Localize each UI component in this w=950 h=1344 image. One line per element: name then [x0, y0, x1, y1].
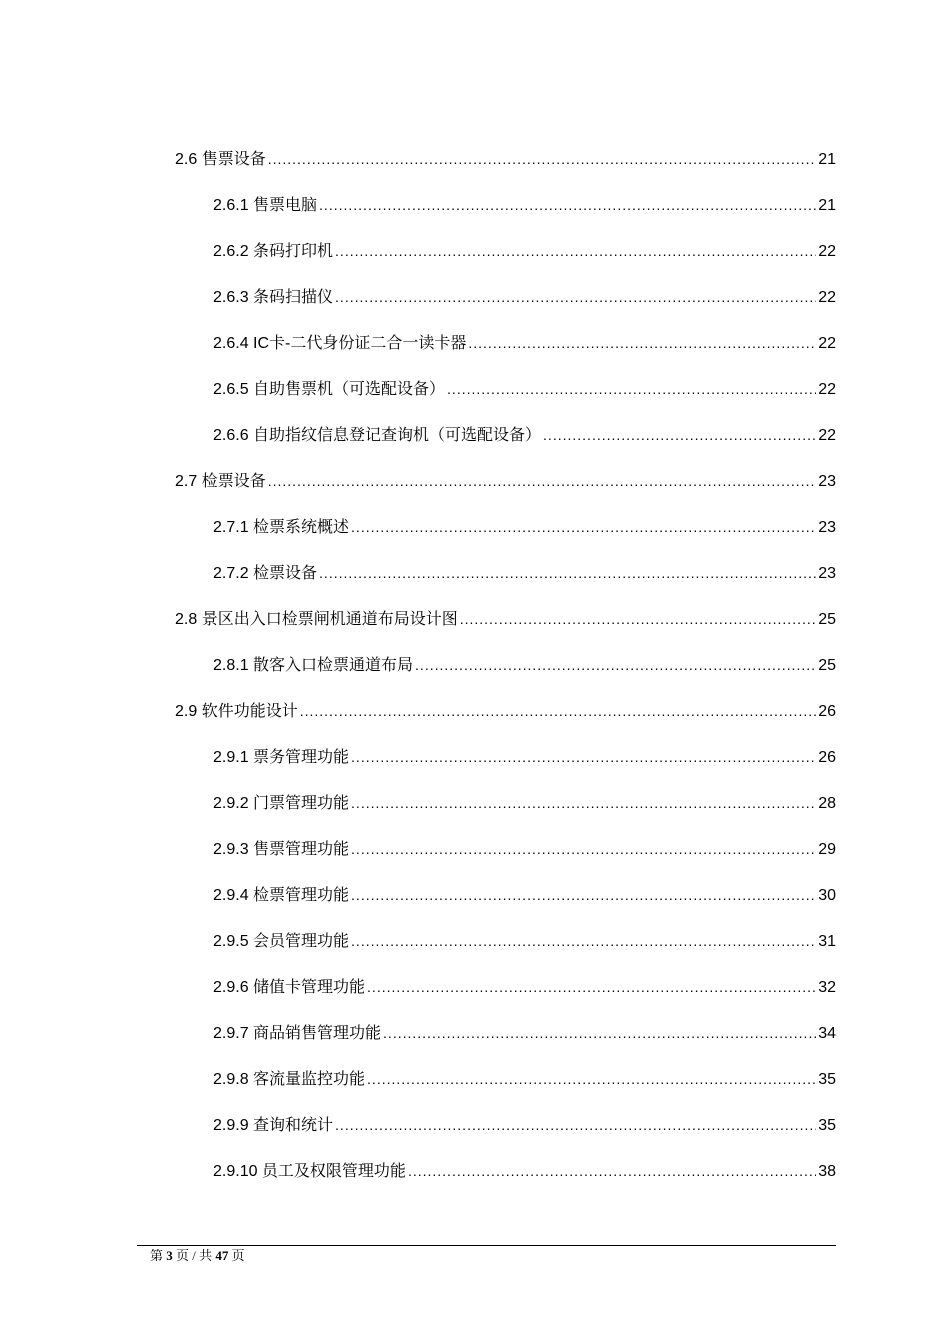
toc-entry-label: 2.6.6 自助指纹信息登记查询机（可选配设备） [213, 427, 542, 444]
toc-entry-2-8-1[interactable] [213, 654, 836, 676]
toc-dot-leader [319, 562, 816, 584]
toc-entry-page: 34 [818, 1025, 836, 1042]
toc-entry-2-6-6[interactable] [213, 424, 836, 446]
toc-entry-2-9-2[interactable] [213, 792, 836, 814]
toc-entry-page: 22 [818, 335, 836, 352]
toc-dot-leader [351, 746, 816, 768]
toc-entry-page: 23 [818, 473, 836, 490]
footer-middle: 页 / 共 [176, 1248, 213, 1263]
toc-entry-page: 35 [818, 1071, 836, 1088]
toc-dot-leader [351, 930, 816, 952]
toc-entry-page: 35 [818, 1117, 836, 1134]
toc-dot-leader [447, 378, 816, 400]
toc-dot-leader [335, 1114, 816, 1136]
footer-divider [137, 1245, 836, 1246]
toc-dot-leader [268, 470, 817, 492]
toc-dot-leader [351, 516, 816, 538]
toc-entry-2-9-9[interactable] [213, 1114, 836, 1136]
toc-entry-label: 2.6.2 条码打印机 [213, 243, 334, 260]
toc-entry-2-6-2[interactable] [213, 240, 836, 262]
toc-dot-leader [351, 884, 816, 906]
toc-entry-2-7-2[interactable] [213, 562, 836, 584]
toc-entry-page: 22 [818, 243, 836, 260]
toc-dot-leader [460, 608, 817, 630]
toc-entry-label: 2.9.3 售票管理功能 [213, 841, 350, 858]
toc-dot-leader [300, 700, 817, 722]
footer-current-page: 3 [166, 1248, 173, 1263]
toc-entry-label: 2.7.1 检票系统概述 [213, 519, 350, 536]
toc-entry-label: 2.9.5 会员管理功能 [213, 933, 350, 950]
toc-dot-leader [335, 240, 816, 262]
toc-entry-2-7[interactable] [175, 470, 836, 492]
toc-entry-label: 2.9.10 员工及权限管理功能 [213, 1163, 406, 1180]
toc-entry-label: 2.8 景区出入口检票闸机通道布局设计图 [175, 611, 458, 628]
toc-entry-page: 21 [818, 151, 836, 168]
toc-dot-leader [468, 332, 816, 354]
toc-entry-label: 2.9.8 客流量监控功能 [213, 1071, 366, 1088]
toc-entry-label: 2.6.1 售票电脑 [213, 197, 318, 214]
footer-prefix: 第 [150, 1248, 164, 1263]
toc-entry-label: 2.8.1 散客入口检票通道布局 [213, 657, 414, 674]
toc-dot-leader [408, 1160, 816, 1182]
toc-entry-2-6-5[interactable] [213, 378, 836, 400]
toc-entry-label: 2.9.2 门票管理功能 [213, 795, 350, 812]
toc-dot-leader [335, 286, 816, 308]
toc-entry-page: 25 [818, 657, 836, 674]
footer-suffix: 页 [231, 1248, 245, 1263]
toc-entry-label: 2.6.3 条码扫描仪 [213, 289, 334, 306]
toc-entry-label: 2.9.6 储值卡管理功能 [213, 979, 366, 996]
toc-entry-label: 2.6 售票设备 [175, 151, 266, 168]
toc-dot-leader [415, 654, 816, 676]
toc-dot-leader [367, 1068, 816, 1090]
toc-entry-page: 26 [818, 703, 836, 720]
page-footer [150, 1247, 245, 1265]
footer-total-pages: 47 [215, 1248, 229, 1263]
toc-entry-2-9-1[interactable] [213, 746, 836, 768]
toc-entry-label: 2.9.1 票务管理功能 [213, 749, 350, 766]
toc-entry-label: 2.7 检票设备 [175, 473, 266, 490]
toc-entry-2-6-4[interactable] [213, 332, 836, 354]
toc-entry-page: 22 [818, 289, 836, 306]
toc-dot-leader [383, 1022, 816, 1044]
toc-entry-2-9-3[interactable] [213, 838, 836, 860]
toc-dot-leader [351, 838, 816, 860]
toc-entry-page: 21 [818, 197, 836, 214]
toc-entry-2-9-5[interactable] [213, 930, 836, 952]
toc-dot-leader [543, 424, 816, 446]
toc-entry-page: 29 [818, 841, 836, 858]
toc-entry-2-9[interactable] [175, 700, 836, 722]
toc-dot-leader [319, 194, 816, 216]
toc-entry-2-8[interactable] [175, 608, 836, 630]
toc-dot-leader [351, 792, 816, 814]
toc-entry-2-6-3[interactable] [213, 286, 836, 308]
toc-entry-page: 23 [818, 565, 836, 582]
toc-entry-label: 2.9.9 查询和统计 [213, 1117, 334, 1134]
toc-entry-2-9-7[interactable] [213, 1022, 836, 1044]
toc-entry-page: 22 [818, 381, 836, 398]
toc-entry-page: 22 [818, 427, 836, 444]
toc-entry-label: 2.7.2 检票设备 [213, 565, 318, 582]
toc-entry-label: 2.6.5 自助售票机（可选配设备） [213, 381, 446, 398]
toc-entry-page: 28 [818, 795, 836, 812]
toc-entry-page: 26 [818, 749, 836, 766]
toc-entry-page: 38 [818, 1163, 836, 1180]
toc-entry-label: 2.9.4 检票管理功能 [213, 887, 350, 904]
toc-entry-label: 2.9 软件功能设计 [175, 703, 298, 720]
toc-entry-page: 31 [818, 933, 836, 950]
toc-dot-leader [268, 148, 817, 170]
toc-entry-2-9-6[interactable] [213, 976, 836, 998]
toc-entry-2-9-8[interactable] [213, 1068, 836, 1090]
toc-entry-2-7-1[interactable] [213, 516, 836, 538]
toc-entry-page: 23 [818, 519, 836, 536]
toc-entry-label: 2.6.4 IC卡-二代身份证二合一读卡器 [213, 335, 467, 352]
toc-entry-label: 2.9.7 商品销售管理功能 [213, 1025, 382, 1042]
toc-entry-2-6-1[interactable] [213, 194, 836, 216]
toc-entry-page: 30 [818, 887, 836, 904]
toc-entry-2-6[interactable] [175, 148, 836, 170]
toc-dot-leader [367, 976, 816, 998]
toc-entry-page: 25 [818, 611, 836, 628]
toc-entry-2-9-4[interactable] [213, 884, 836, 906]
toc-entry-2-9-10[interactable] [213, 1160, 836, 1182]
toc-entry-page: 32 [818, 979, 836, 996]
